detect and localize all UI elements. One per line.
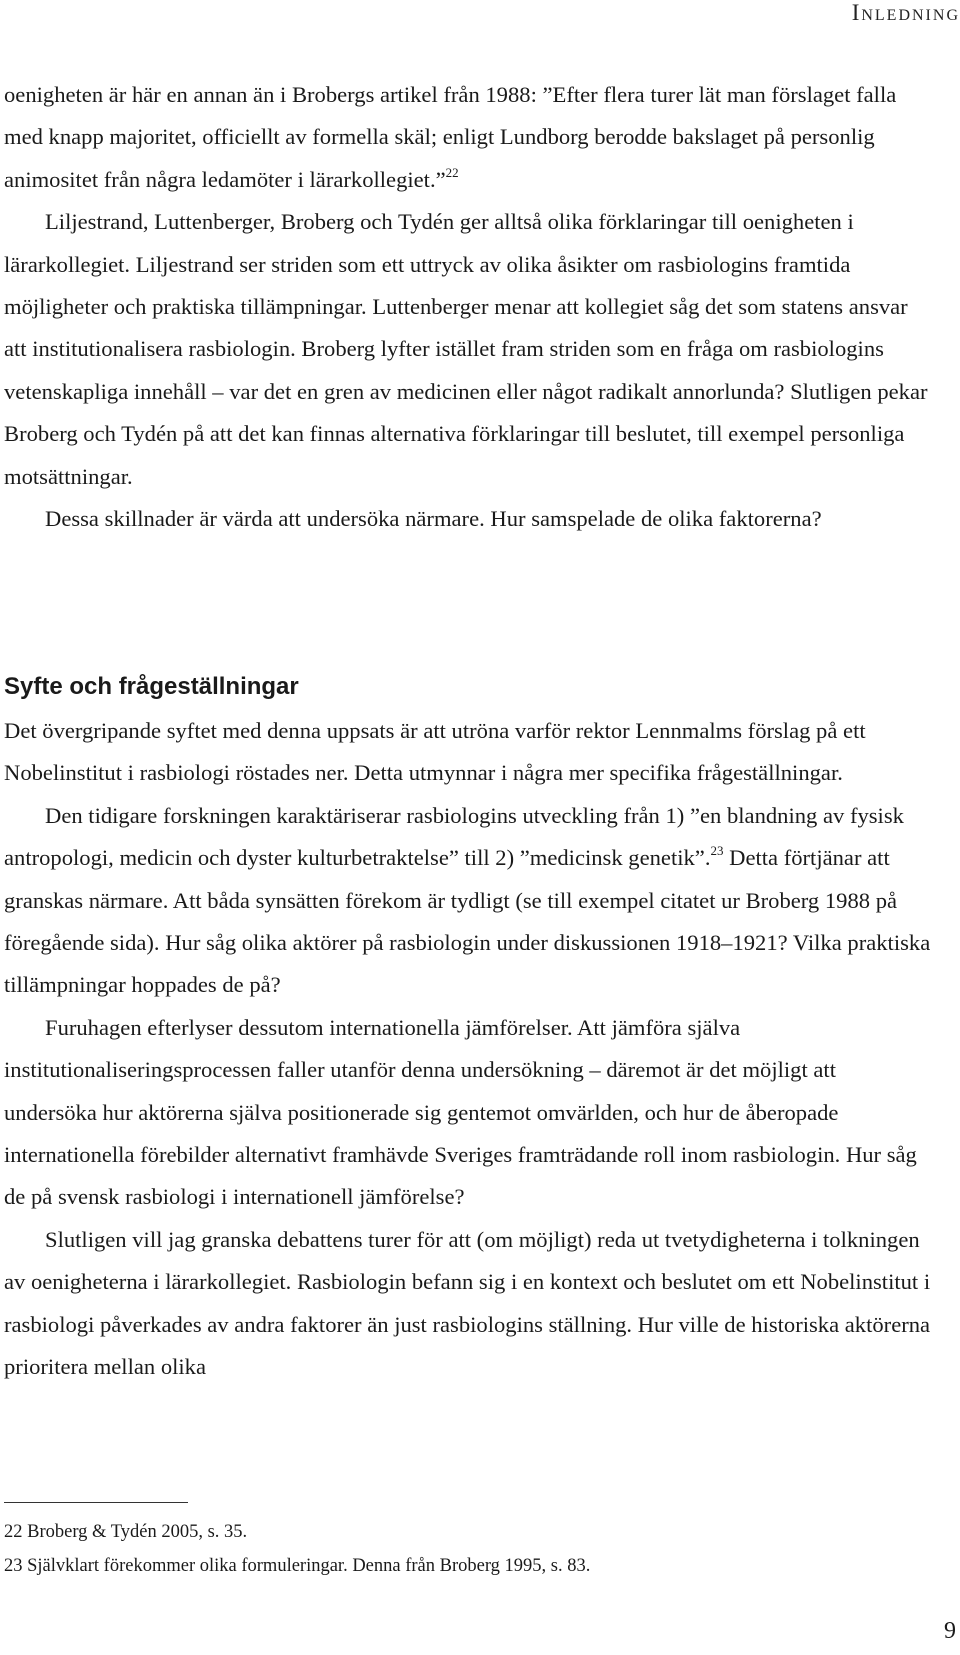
paragraph bbox=[4, 74, 934, 201]
section-heading: Syfte och frågeställningar bbox=[4, 673, 299, 700]
paragraph: Liljestrand, Luttenberger, Broberg och Tydén ger alltså olika förklaringar till oenigheten i lärarkollegiet. Liljestrand ser striden som ett uttryck av olika åsikter om rasbiologins framtida möjligheter och praktiska tillämpningar. Luttenberger menar att kollegiet såg det som statens ansvar att institutionalisera rasbiologin. Broberg lyfter istället fram striden som en fråga om rasbiologins vetenskapliga innehåll – var det en gren av medicinen eller något radikalt annorlunda? Slutligen pekar Broberg och Tydén på att det kan finnas alternativa förklaringar till beslutet, till exempel personliga motsättningar. bbox=[4, 209, 928, 489]
paragraph: Det övergripande syftet med denna uppsats är att utröna varför rektor Lennmalms förslag på ett Nobelinstitut i rasbiologi röstades ner. Detta utmynnar i några mer specifika frågeställningar. bbox=[4, 718, 866, 786]
footnote-ref: 23 bbox=[710, 843, 724, 859]
paragraph-text: Detta förtjänar att granskas närmare. Att båda synsätten förekom är tydligt (se till exempel citatet ur Broberg 1988 på föregående sida). Hur såg olika aktörer på rasbiologin under diskussionen 1918–1921? Vilka praktiska tillämpningar hoppades de på? bbox=[4, 845, 931, 998]
running-head: Inledning bbox=[851, 0, 960, 25]
paragraph: Furuhagen efterlyser dessutom internationella jämförelser. Att jämföra själva institutionaliseringsprocessen faller utanför denna undersökning – däremot är det möjligt att undersöka hur aktörerna själva positionerade sig gentemot omvärlden, och hur de åberopade internationella förebilder alternativt framhävde Sveriges framträdande roll inom rasbiologin. Hur såg de på svensk rasbiologi i internationell jämförelse? bbox=[4, 1014, 917, 1210]
footnote: 23 Självklart förekommer olika formuleringar. Denna från Broberg 1995, s. 83. bbox=[4, 1556, 591, 1576]
paragraph bbox=[4, 795, 934, 1007]
paragraph-text: Den tidigare forskningen karaktäriserar rasbiologins utveckling från 1) ”en blandning av fysisk antropologi, medicin och dyster kulturbetraktelse” till 2) ”medicinsk genetik”. bbox=[4, 802, 904, 871]
paragraph: Slutligen vill jag granska debattens turer för att (om möjligt) reda ut tvetydigheterna i tolkningen av oenigheterna i lärarkollegiet. Rasbiologin befann sig i en kontext och beslutet om ett Nobelinstitut i rasbiologi påverkades av andra faktorer än just rasbiologins ställning. Hur ville de historiska aktörerna prioritera mellan olika bbox=[4, 1226, 931, 1380]
purpose-text-block bbox=[4, 710, 934, 1389]
footnotes bbox=[4, 1515, 590, 1583]
paragraph: Dessa skillnader är värda att undersöka närmare. Hur samspelade de olika faktorerna? bbox=[45, 506, 822, 532]
footnote: 22 Broberg & Tydén 2005, s. 35. bbox=[4, 1522, 248, 1542]
intro-text-block bbox=[4, 74, 934, 540]
footnote-ref: 22 bbox=[445, 164, 459, 180]
paragraph-text: oenigheten är här en annan än i Brobergs artikel från 1988: ”Efter flera turer lät man förslaget falla med knapp majoritet, officiellt av formella skäl; enligt Lundborg berodde bakslaget på personlig animositet från några ledamöter i lärarkollegiet.” bbox=[4, 82, 897, 192]
page-number: 9 bbox=[944, 1618, 956, 1644]
footnote-divider bbox=[4, 1502, 188, 1503]
